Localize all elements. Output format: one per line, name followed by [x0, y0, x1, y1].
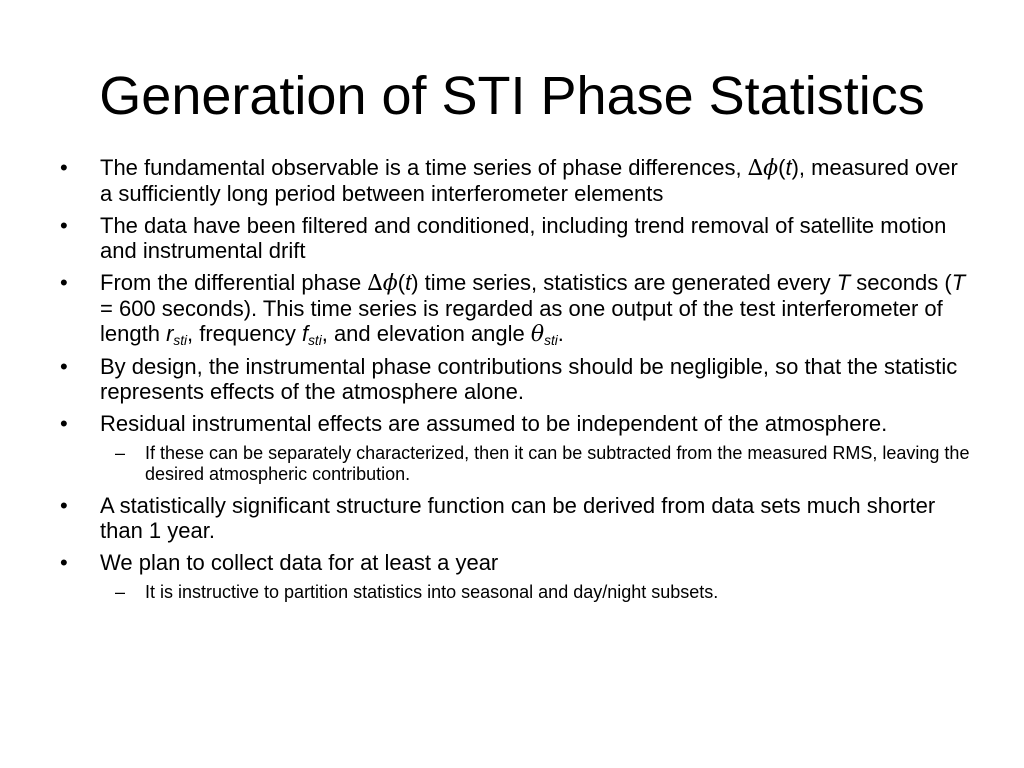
- item-text: A statistically significant structure function can be derived from data sets much shorter than 1 year.: [100, 493, 936, 543]
- variable-t: t: [405, 270, 412, 295]
- sub-bullet-item: [58, 582, 970, 603]
- sub-bullet-item: [58, 443, 970, 485]
- delta-symbol: ∆: [367, 271, 383, 296]
- item-text: , and elevation angle: [321, 321, 531, 346]
- item-text: The fundamental observable is a time series of phase differences,: [100, 155, 748, 180]
- subscript-sti: sti: [308, 333, 322, 349]
- paren-open: (: [778, 155, 786, 180]
- bullet-marker: •: [60, 411, 68, 436]
- item-text: , frequency: [187, 321, 302, 346]
- bullet-item: [58, 354, 970, 404]
- item-text: By design, the instrumental phase contributions should be negligible, so that the statistic represents effects of the atmosphere alone.: [100, 354, 958, 404]
- bullet-marker: •: [60, 550, 68, 575]
- variable-r: r: [166, 321, 174, 346]
- variable-T: T: [951, 270, 966, 295]
- bullet-marker: •: [60, 493, 68, 518]
- slide-body: [58, 155, 970, 611]
- subscript-sti: sti: [173, 333, 188, 349]
- item-text: = 600 seconds). This time series is regarded as one output of the test interferometer of length: [100, 296, 943, 346]
- paren-open: (: [397, 270, 406, 295]
- variable-f: f: [301, 321, 309, 346]
- theta-symbol: θ: [530, 322, 545, 347]
- slide-title: Generation of STI Phase Statistics: [99, 66, 925, 126]
- item-text: seconds (: [850, 270, 952, 295]
- paren-close: ): [411, 270, 419, 295]
- item-text: time series, statistics are generated every: [418, 270, 837, 295]
- item-text: If these can be separately characterized, then it can be subtracted from the measured RMS, leaving the desired atmospheric contribution.: [145, 443, 970, 484]
- paren-close: ): [791, 155, 799, 180]
- delta-symbol: ∆: [747, 156, 764, 181]
- bullet-item: [58, 213, 970, 263]
- bullet-item: [58, 270, 970, 347]
- item-text: , measured over a sufficiently long period between interferometer elements: [100, 155, 958, 206]
- bullet-item: [58, 155, 970, 206]
- subscript-sti: sti: [544, 333, 558, 349]
- bullet-item: [58, 493, 970, 543]
- bullet-marker: •: [60, 354, 68, 379]
- phi-symbol: ϕ: [763, 156, 779, 181]
- item-text: From the differential phase: [100, 270, 368, 295]
- item-text: We plan to collect data for at least a year: [100, 550, 499, 575]
- phi-symbol: ϕ: [382, 271, 398, 296]
- bullet-marker: •: [60, 155, 68, 180]
- bullet-item: [58, 550, 970, 575]
- item-text: .: [557, 321, 564, 346]
- dash-marker: –: [115, 443, 126, 463]
- dash-marker: –: [115, 582, 126, 602]
- item-text: The data have been filtered and conditioned, including trend removal of satellite motion and instrumental drift: [100, 213, 947, 263]
- item-text: It is instructive to partition statistics into seasonal and day/night subsets.: [145, 582, 719, 602]
- variable-t: t: [785, 155, 792, 180]
- bullet-marker: •: [60, 213, 68, 238]
- item-text: Residual instrumental effects are assumed to be independent of the atmosphere.: [100, 411, 888, 436]
- bullet-item: [58, 411, 970, 436]
- variable-T: T: [836, 270, 851, 295]
- bullet-marker: •: [60, 270, 68, 295]
